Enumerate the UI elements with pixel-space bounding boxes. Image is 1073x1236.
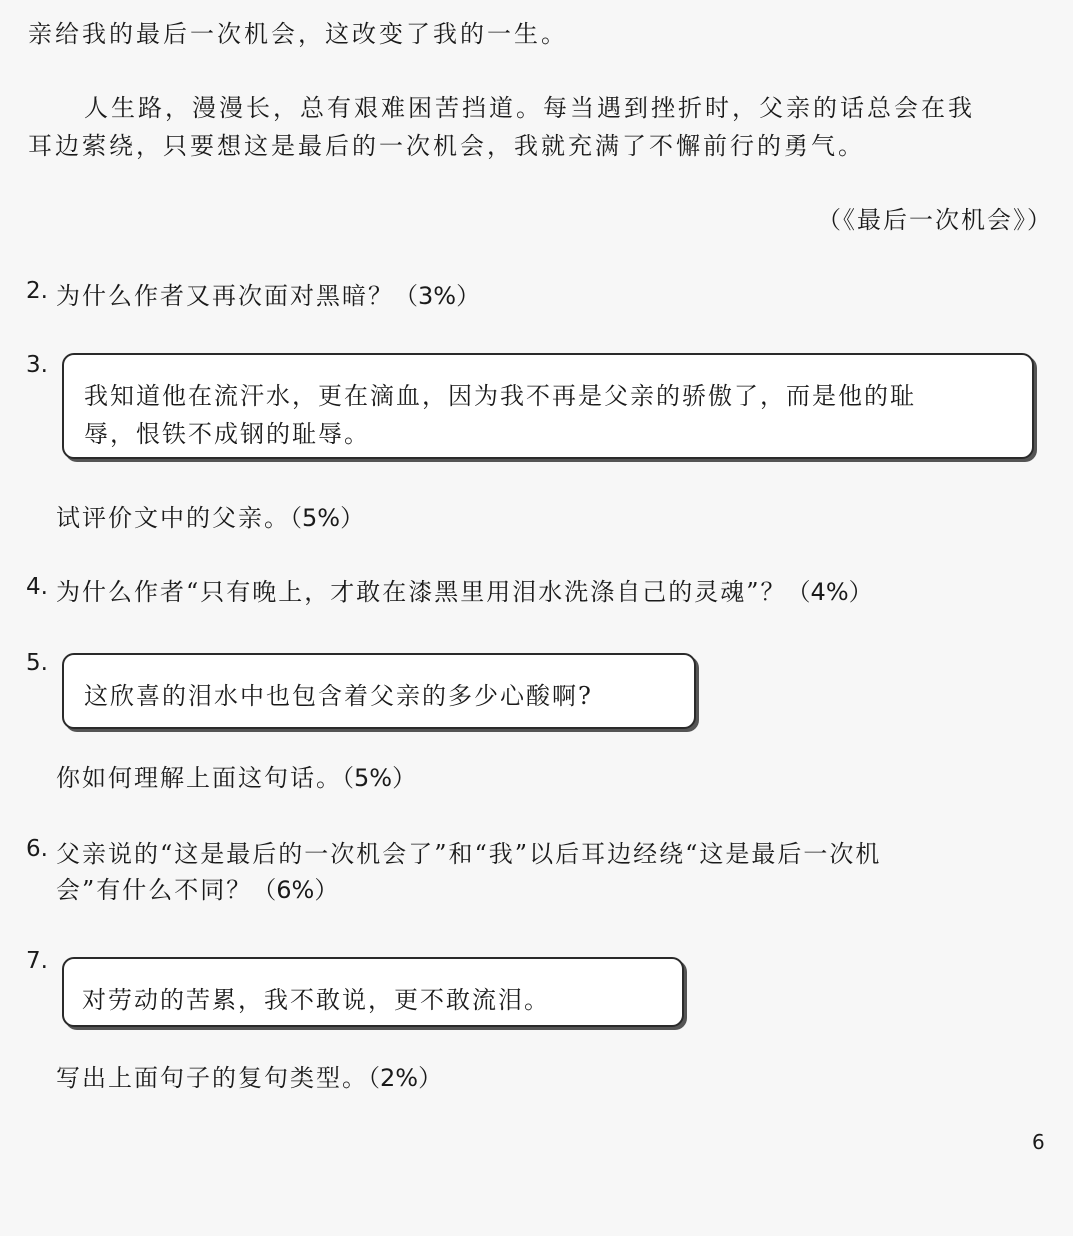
- question-7-text: [56, 1058, 442, 1093]
- question-4-score: （4%）: [786, 578, 873, 606]
- question-5-prompt: 你如何理解上面这句话。: [56, 764, 342, 792]
- passage-para2-line1: 人生路，漫漫长，总有艰难困苦挡道。每当遇到挫折时，父亲的话总会在我: [84, 94, 975, 122]
- question-3-text: [56, 498, 364, 533]
- question-3-quote-line2: 辱，恨铁不成钢的耻辱。: [84, 420, 370, 448]
- question-4-text: [56, 572, 873, 607]
- question-6-text-line2: [56, 870, 338, 905]
- question-7-score: （2%）: [368, 1064, 443, 1092]
- question-7-quote-line1: 对劳动的苦累，我不敢说，更不敢流泪。: [82, 986, 550, 1014]
- question-5-text: [56, 758, 416, 793]
- passage-source: （《最后一次机会》）: [817, 206, 1053, 234]
- question-3-quote-line1: 我知道他在流汗水，更在滴血，因为我不再是父亲的骄傲了，而是他的耻: [84, 382, 916, 410]
- question-2-number: 2.: [26, 278, 48, 304]
- question-6-prompt-end: 会”有什么不同？: [56, 876, 253, 904]
- question-3-prompt: 试评价文中的父亲。: [56, 504, 290, 532]
- question-2-text: [56, 276, 480, 311]
- question-6-score: （6%）: [252, 876, 339, 904]
- question-2-score: （3%）: [394, 282, 481, 310]
- question-4-prompt: 为什么作者“只有晚上，才敢在漆黑里用泪水洗涤自己的灵魂”？: [56, 578, 787, 606]
- question-5-quote-line1: 这欣喜的泪水中也包含着父亲的多少心酸啊?: [84, 682, 593, 710]
- question-7-number: 7.: [26, 948, 48, 974]
- passage-para2-line2: 耳边萦绕，只要想这是最后的一次机会，我就充满了不懈前行的勇气。: [28, 132, 865, 160]
- question-3-number: 3.: [26, 352, 48, 378]
- question-2-prompt: 为什么作者又再次面对黑暗？: [56, 282, 394, 310]
- question-3-score: （5%）: [290, 504, 365, 532]
- question-5-number: 5.: [26, 650, 48, 676]
- question-5-score: （5%）: [342, 764, 417, 792]
- passage-line-top: 亲给我的最后一次机会，这改变了我的一生。: [28, 20, 568, 48]
- question-6-text-line1: 父亲说的“这是最后的一次机会了”和“我”以后耳边经绕“这是最后一次机: [56, 840, 882, 868]
- question-4-number: 4.: [26, 574, 48, 600]
- question-7-prompt: 写出上面句子的复句类型。: [56, 1064, 368, 1092]
- question-6-number: 6.: [26, 836, 48, 862]
- page-number: 6: [1032, 1130, 1045, 1154]
